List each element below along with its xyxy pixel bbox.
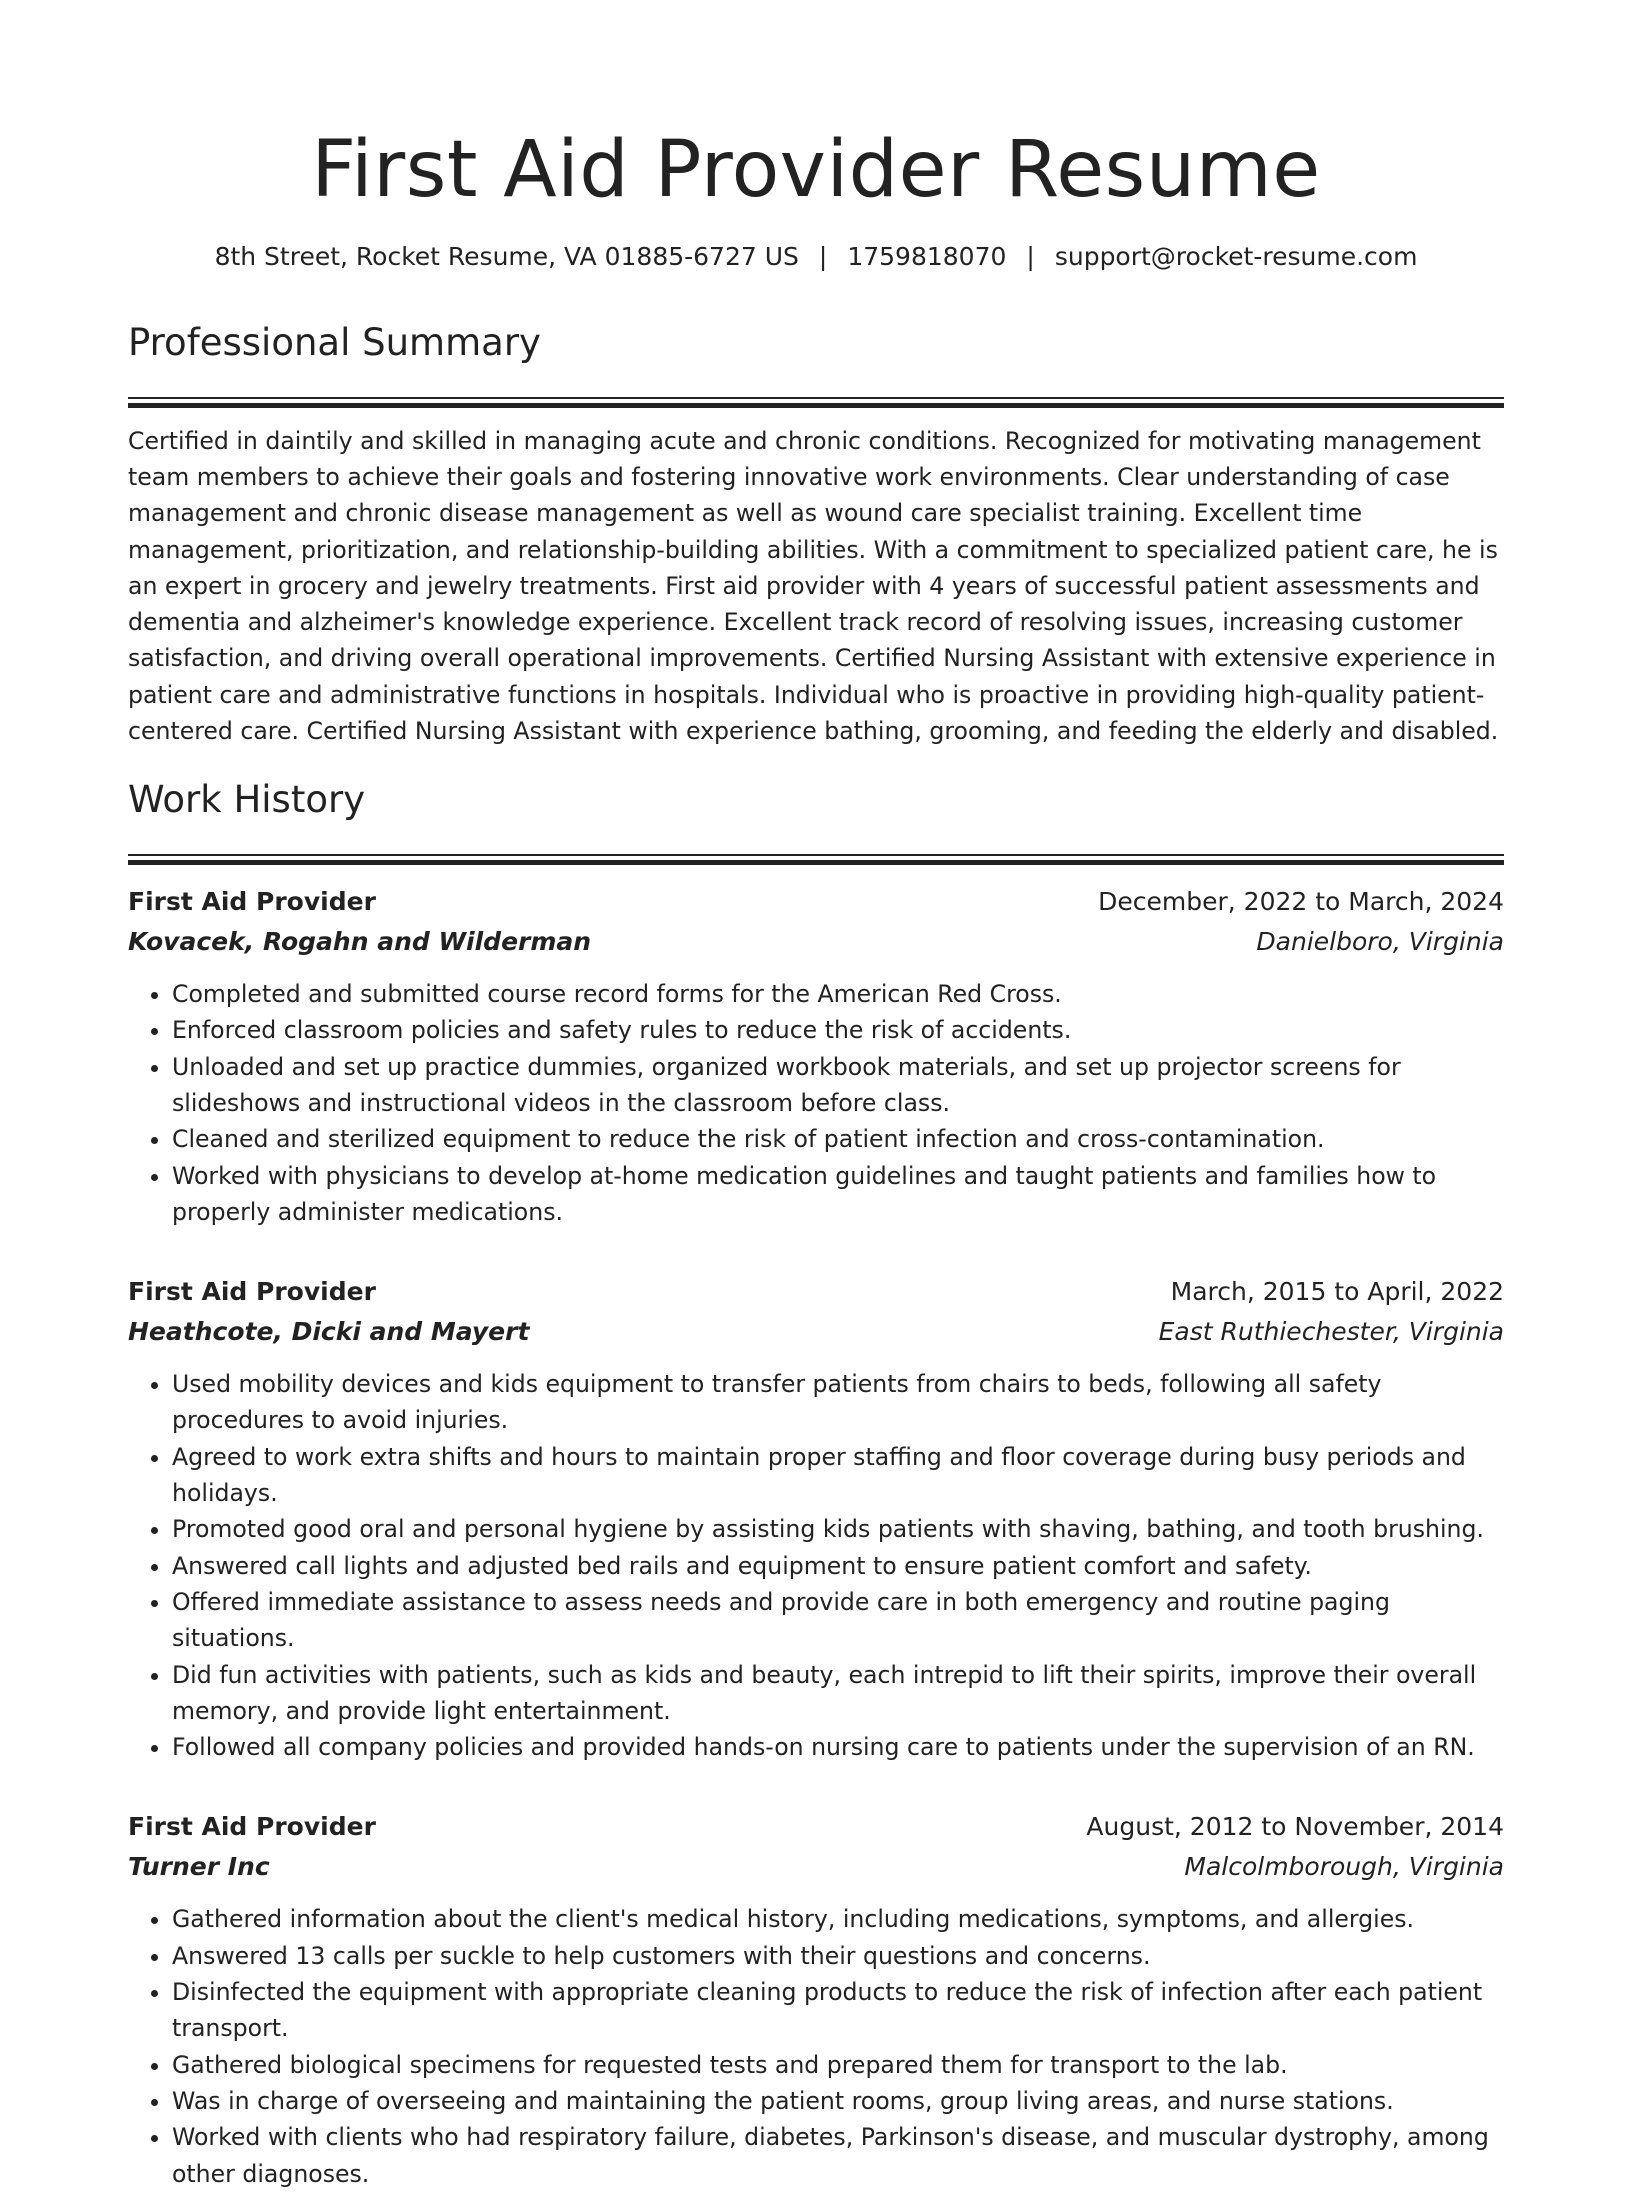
job-company: Heathcote, Dicki and Mayert [128, 1317, 530, 1347]
duty-item: • Used mobility devices and kids equipment to transfer patients from chairs to beds, following all safety procedures to avoid injuries. [172, 1366, 1504, 1439]
duty-item: • Answered 13 calls per suckle to help customers with their questions and concerns. [172, 1938, 1504, 1974]
contact-address: 8th Street, Rocket Resume, VA 01885-6727 US [214, 242, 799, 271]
job-duties [128, 1366, 1504, 1765]
section-heading-summary: Professional Summary [128, 321, 541, 364]
job-entry [128, 882, 1504, 1230]
job-entry [128, 1272, 1504, 1765]
duty-item: • Disinfected the equipment with appropriate cleaning products to reduce the risk of infection after each patient transport. [172, 1974, 1504, 2047]
duty-item: • Unloaded and set up practice dummies, organized workbook materials, and set up projector screens for slideshows and instructional videos in the classroom before class. [172, 1049, 1504, 1122]
duty-item: • Answered call lights and adjusted bed rails and equipment to ensure patient comfort and safety. [172, 1548, 1504, 1584]
contact-line [128, 240, 1504, 274]
job-dates: August, 2012 to November, 2014 [1086, 1812, 1504, 1842]
job-subheader [128, 1312, 1504, 1352]
contact-separator: | [818, 242, 828, 271]
job-header [128, 1807, 1504, 1847]
job-subheader [128, 1847, 1504, 1887]
duty-item: • Worked with physicians to develop at-home medication guidelines and taught patients and families how to properly administer medications. [172, 1158, 1504, 1231]
job-subheader [128, 922, 1504, 962]
job-location: East Ruthiechester, Virginia [1158, 1317, 1504, 1347]
duty-item: • Promoted good oral and personal hygiene by assisting kids patients with shaving, bathing, and tooth brushing. [172, 1511, 1504, 1547]
section-divider [128, 397, 1504, 407]
job-header [128, 1272, 1504, 1312]
duty-item: • Offered immediate assistance to assess needs and provide care in both emergency and routine paging situations. [172, 1584, 1504, 1657]
job-title: First Aid Provider [128, 1277, 376, 1307]
job-location: Danielboro, Virginia [1256, 927, 1504, 957]
duty-item: • Followed all company policies and provided hands-on nursing care to patients under the supervision of an RN. [172, 1729, 1504, 1765]
section-divider [128, 854, 1504, 864]
duty-item: • Cleaned and sterilized equipment to reduce the risk of patient infection and cross-contamination. [172, 1121, 1504, 1157]
job-company: Turner Inc [128, 1852, 270, 1882]
duty-item: • Was in charge of overseeing and maintaining the patient rooms, group living areas, and nurse stations. [172, 2083, 1504, 2119]
page-title: First Aid Provider Resume [311, 125, 1321, 215]
job-title: First Aid Provider [128, 887, 376, 917]
job-duties [128, 1901, 1504, 2191]
job-dates: December, 2022 to March, 2024 [1098, 887, 1504, 917]
job-title: First Aid Provider [128, 1812, 376, 1842]
duty-item: • Completed and submitted course record forms for the American Red Cross. [172, 976, 1504, 1012]
contact-separator: | [1026, 242, 1035, 271]
duty-item: • Did fun activities with patients, such as kids and beauty, each intrepid to lift their spirits, improve their overall memory, and provide light entertainment. [172, 1657, 1504, 1730]
duty-item: • Worked with clients who had respiratory failure, diabetes, Parkinson's disease, and muscular dystrophy, among other diagnoses. [172, 2119, 1504, 2192]
job-location: Malcolmborough, Virginia [1184, 1852, 1504, 1882]
duty-item: • Gathered biological specimens for requested tests and prepared them for transport to the lab. [172, 2047, 1504, 2083]
contact-email: support@rocket-resume.com [1054, 242, 1418, 271]
duty-item: • Agreed to work extra shifts and hours to maintain proper staffing and floor coverage during busy periods and holidays. [172, 1439, 1504, 1512]
duty-item: • Enforced classroom policies and safety rules to reduce the risk of accidents. [172, 1012, 1504, 1048]
job-dates: March, 2015 to April, 2022 [1170, 1277, 1504, 1307]
section-heading-work-history: Work History [128, 778, 366, 822]
job-entry [128, 1807, 1504, 2191]
contact-phone: 1759818070 [847, 242, 1007, 271]
job-duties [128, 976, 1504, 1230]
job-header [128, 882, 1504, 922]
duty-item: • Gathered information about the client's medical history, including medications, symptoms, and allergies. [172, 1901, 1504, 1937]
summary-text: Certified in daintily and skilled in managing acute and chronic conditions. Recognized for motivating management team members to achieve their goals and fostering innovative work environments. Clear understanding of case management and chronic disease management as well as wound care specialist training. Excellent time management, prioritization, and relationship-building abilities. With a commitment to specialized patient care, he is an expert in grocery and jewelry treatments. First aid provider with 4 years of successful patient assessments and dementia and alzheimer's knowledge experience. Excellent track record of resolving issues, increasing customer satisfaction, and driving overall operational improvements. Certified Nursing Assistant with extensive experience in patient care and administrative functions in hospitals. Individual who is proactive in providing high-quality patient-centered care. Certified Nursing Assistant with experience bathing, grooming, and feeding the elderly and disabled. [128, 426, 1499, 746]
job-company: Kovacek, Rogahn and Wilderman [128, 927, 592, 957]
resume-page [128, 0, 1504, 2192]
